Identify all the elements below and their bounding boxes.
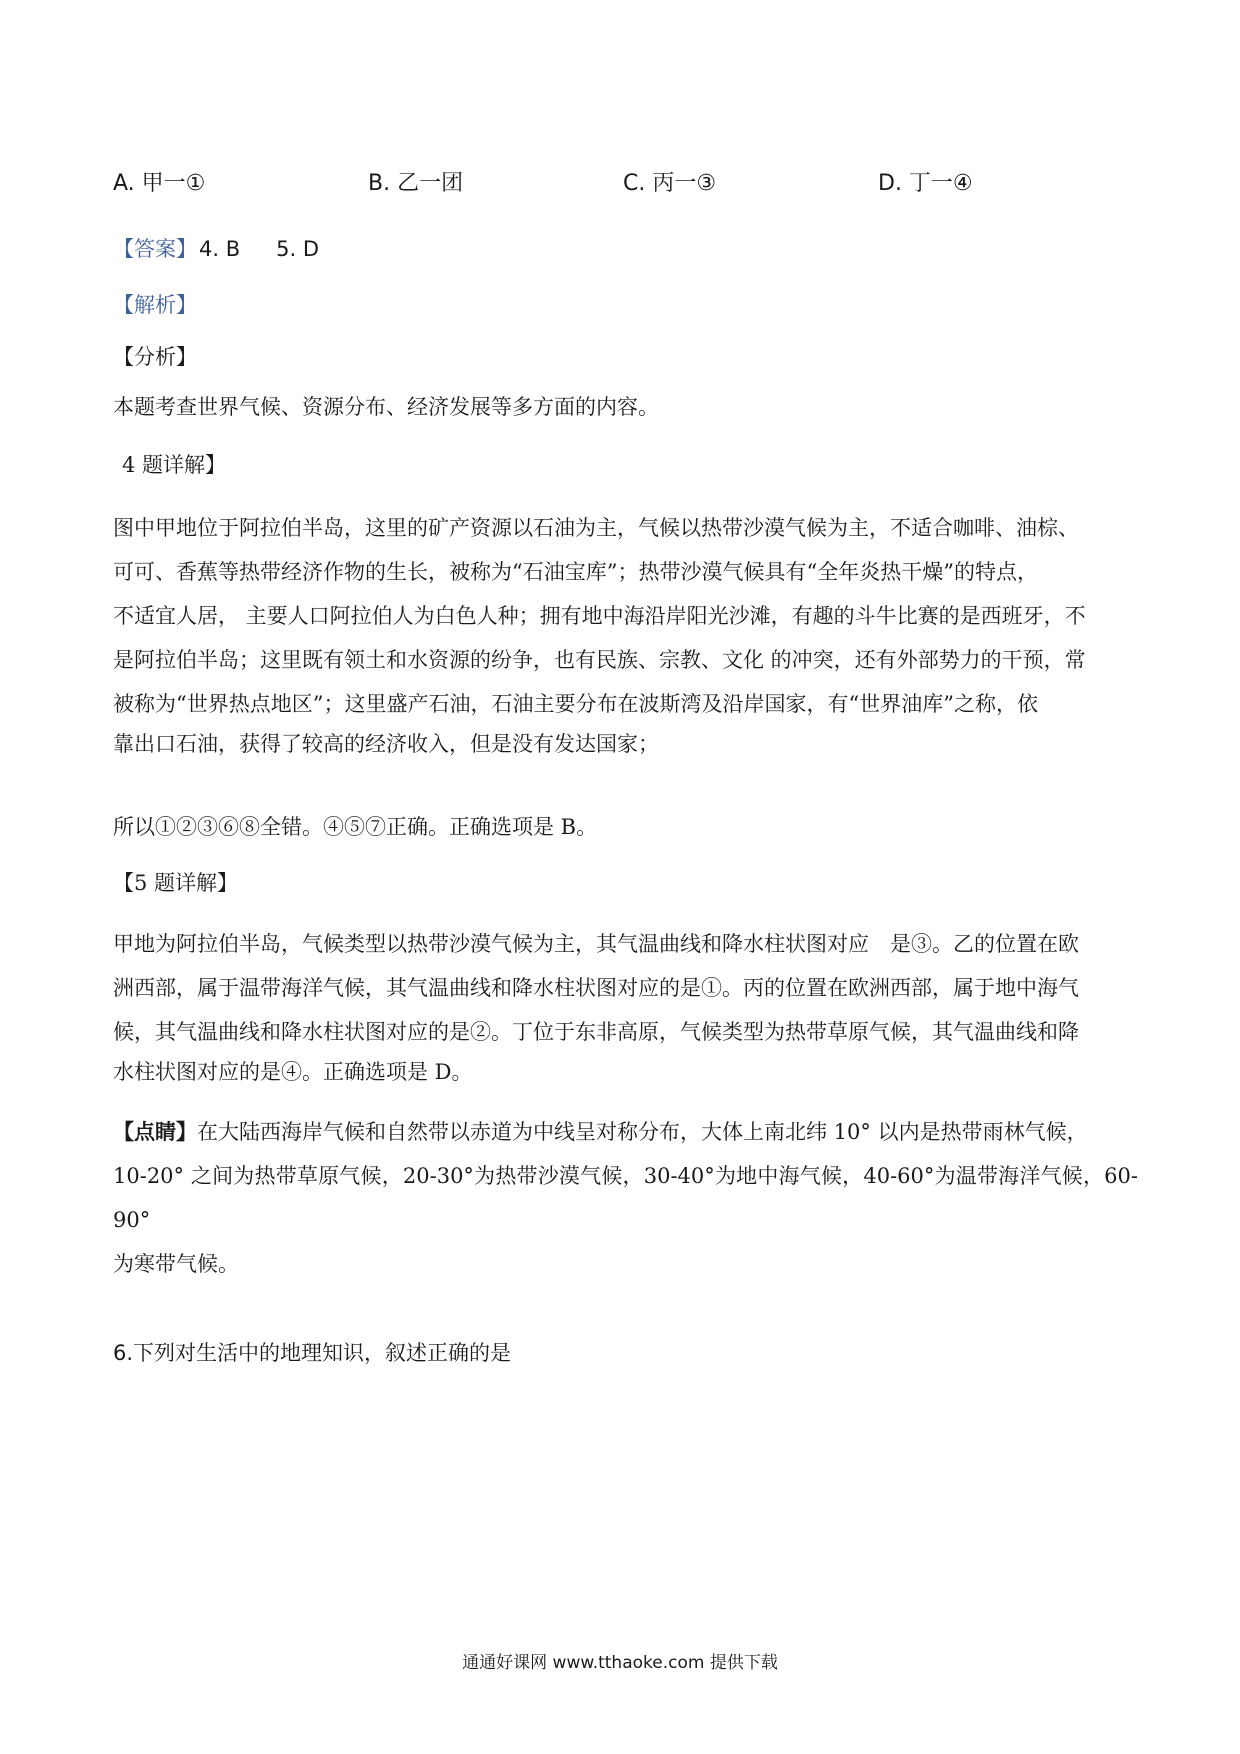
question-6: 6.下列对生活中的地理知识，叙述正确的是 [113,1341,512,1365]
option-a: A. 甲一① [113,171,206,196]
q5-line: 候，其气温曲线和降水柱状图对应的是②。丁位于东非高原，气候类型为热带草原气候，其气温曲线和降 [113,1020,1079,1044]
option-c: C. 丙一③ [623,171,717,196]
dianjing-line: 10-20° 之间为热带草原气候，20-30°为热带沙漠气候，30-40°为地中海气候，40-60°为温带海洋气候，60-90° [113,1164,1138,1232]
q5-line: 洲西部，属于温带海洋气候，其气温曲线和降水柱状图对应的是①。丙的位置在欧洲西部，属于地中海气 [113,976,1079,1000]
q4-label: 4 题详解】 [122,453,227,477]
q5-explanation [113,922,1138,1090]
fenxi-label: 【分析】 [113,345,197,369]
q5-label: 【5 题详解】 [113,871,239,895]
fenxi-text: 本题考查世界气候、资源分布、经济发展等多方面的内容。 [113,395,659,419]
answer-value-4: 4. B [199,237,241,261]
q4-line: 不适宜人居， 主要人口阿拉伯人为白色人种；拥有地中海沿岸阳光沙滩，有趣的斗牛比赛的是西班牙，不 [113,604,1086,628]
q5-line: 甲地为阿拉伯半岛，气候类型以热带沙漠气候为主，其气温曲线和降水柱状图对应 是③。乙的位置在欧 [113,932,1079,956]
q4-line: 被称为“世界热点地区”；这里盛产石油，石油主要分布在波斯湾及沿岸国家，有“世界油库”之称，依 [113,692,1038,716]
dianjing-label: 【点睛】 [113,1119,197,1144]
answer-line [113,234,319,264]
answer-options [113,166,1143,200]
dianjing-line: 为寒带气候。 [113,1252,239,1276]
q4-line: 靠出口石油，获得了较高的经济收入，但是没有发达国家； [113,732,659,756]
dianjing-text: 在大陆西海岸气候和自然带以赤道为中线呈对称分布，大体上南北纬 10° 以内是热带雨林气候， [197,1120,1088,1144]
option-d: D. 丁一④ [878,171,973,196]
q4-explanation [113,506,1138,762]
analysis-label: 【解析】 [113,293,197,317]
option-b: B. 乙一团 [368,171,464,196]
dianjing-line-1 [113,1110,1138,1154]
footer-credit: 通通好课网 www.tthaoke.com 提供下载 [462,1653,778,1673]
answer-label: 【答案】 [113,237,197,261]
dianjing-block [113,1110,1138,1286]
q4-line: 可可、香蕉等热带经济作物的生长，被称为“石油宝库”；热带沙漠气候具有“全年炎热干燥”的特点， [113,560,1038,584]
q4-conclusion: 所以①②③⑥⑧全错。④⑤⑦正确。正确选项是 B。 [113,815,598,839]
q4-line: 图中甲地位于阿拉伯半岛，这里的矿产资源以石油为主，气候以热带沙漠气候为主，不适合咖啡、油棕、 [113,516,1079,540]
answer-value-5: 5. D [276,237,320,261]
q4-line: 是阿拉伯半岛；这里既有领土和水资源的纷争，也有民族、宗教、文化 的冲突，还有外部势力的干预，常 [113,648,1086,672]
q5-line: 水柱状图对应的是④。正确选项是 D。 [113,1060,473,1084]
